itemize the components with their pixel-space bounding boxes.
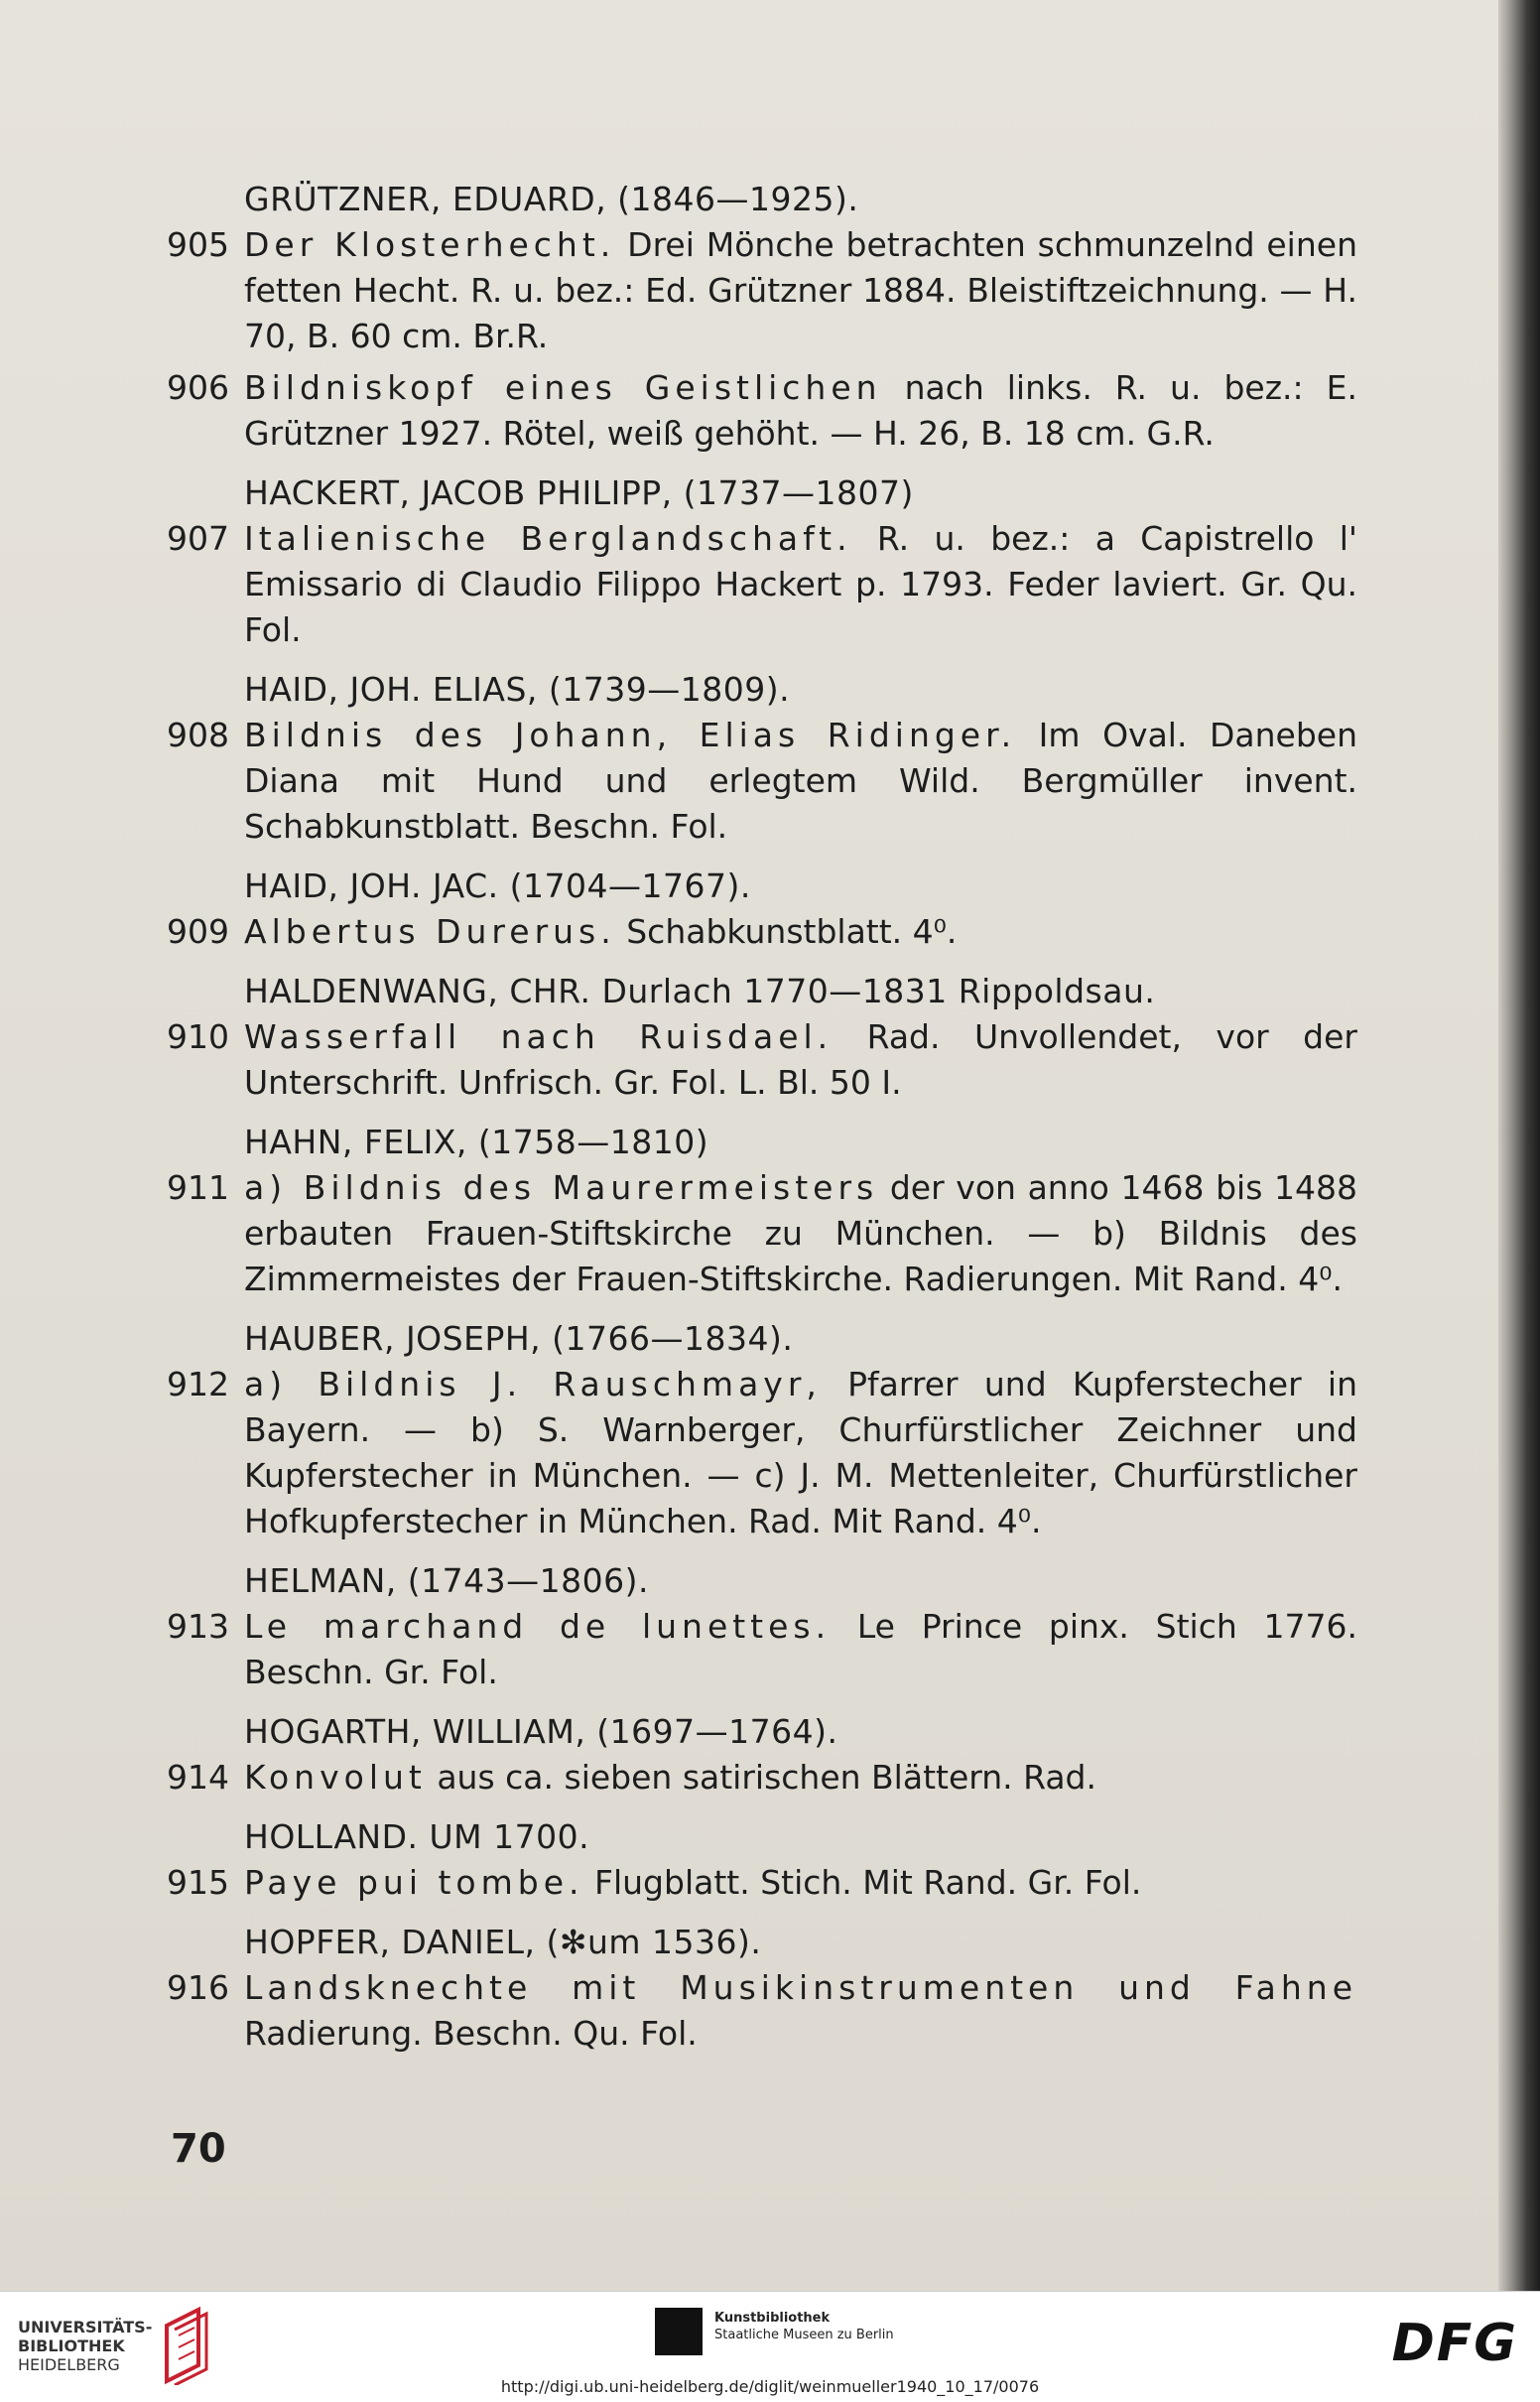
entry-title: Paye pui tombe. bbox=[244, 1863, 584, 1902]
lot-number: 915 bbox=[167, 1863, 229, 1902]
lot-number: 916 bbox=[167, 1968, 229, 2007]
kunstbibliothek-name: Kunstbibliothek bbox=[714, 2311, 831, 2326]
entry-description: Im Oval. Daneben Diana mit Hund und erlegtem Wild. Bergmüller invent. Schabkunstblatt. Beschn. Fol. bbox=[244, 716, 1357, 846]
library-name-line1: UNIVERSITÄTS- bbox=[18, 2318, 153, 2336]
lot-number: 909 bbox=[167, 912, 229, 951]
entry-text bbox=[244, 1755, 1357, 1801]
entry-text bbox=[244, 1604, 1357, 1695]
dfg-logo[interactable]: DFG bbox=[1391, 2314, 1518, 2373]
entry-description: Rad. Unvollendet, vor der Unterschrift. Unfrisch. Gr. Fol. L. Bl. 50 I. bbox=[244, 1017, 1357, 1102]
entry-title: Konvolut bbox=[244, 1758, 427, 1797]
artist-heading: HALDENWANG, CHR. Durlach 1770—1831 Rippoldsau. bbox=[244, 972, 1156, 1010]
source-url[interactable]: http://digi.ub.uni-heidelberg.de/diglit/weinmueller1940_10_17/0076 bbox=[500, 2377, 1040, 2396]
artist-heading: HAID, JOH. ELIAS, (1739—1809). bbox=[244, 670, 791, 709]
lot-number: 908 bbox=[167, 716, 229, 754]
entry-title: Albertus Durerus. bbox=[244, 912, 616, 951]
catalog-page bbox=[167, 177, 1357, 2063]
entry-description: R. u. bez.: a Capistrello l' Emissario di Claudio Filippo Hackert p. 1793. Feder laviert. Gr. Qu. Fol. bbox=[244, 519, 1357, 649]
entry-description: Pfarrer und Kupferstecher in Bayern. — b) S. Warnberger, Churfürstlicher Zeichner und Kupferstecher in München. — c) J. M. Mettenleiter, Churfürstlicher Hofkupferstecher in München. Rad. Mit Rand. 4⁰. bbox=[244, 1365, 1357, 1540]
catalog-entry bbox=[167, 1362, 1357, 1544]
entry-list bbox=[167, 177, 1357, 2057]
entry-text bbox=[244, 365, 1357, 457]
entry-title: Bildniskopf eines Geistlichen bbox=[244, 368, 882, 407]
kunstbibliothek-logo-icon bbox=[655, 2308, 703, 2355]
entry-text bbox=[244, 222, 1357, 359]
catalog-entry bbox=[167, 1755, 1357, 1801]
entry-description: Le Prince pinx. Stich 1776. Beschn. Gr. Fol. bbox=[244, 1607, 1357, 1691]
entry-text bbox=[244, 516, 1357, 653]
scan-edge-shadow bbox=[1498, 0, 1540, 2291]
entry-text bbox=[244, 1014, 1357, 1106]
footer-bar bbox=[0, 2291, 1540, 2402]
library-name-line3: HEIDELBERG bbox=[18, 2355, 120, 2374]
entry-text bbox=[244, 713, 1357, 850]
catalog-entry bbox=[167, 365, 1357, 457]
entry-description: der von anno 1468 bis 1488 erbauten Frauen-Stiftskirche zu München. — b) Bildnis des Zimmermeistes der Frauen-Stiftskirche. Radierungen. Mit Rand. 4⁰. bbox=[244, 1168, 1358, 1298]
library-emblem-icon bbox=[159, 2306, 214, 2385]
entry-title: Bildnis des Johann, Elias Ridinger. bbox=[244, 716, 1017, 754]
entry-text bbox=[244, 1165, 1357, 1302]
artist-heading: GRÜTZNER, EDUARD, (1846—1925). bbox=[244, 180, 859, 218]
catalog-entry bbox=[167, 713, 1357, 850]
artist-heading: HAID, JOH. JAC. (1704—1767). bbox=[244, 867, 751, 905]
entry-text bbox=[244, 909, 1357, 955]
entry-text bbox=[244, 1860, 1357, 1906]
artist-heading: HOGARTH, WILLIAM, (1697—1764). bbox=[244, 1712, 838, 1751]
page-number: 70 bbox=[171, 2126, 226, 2172]
entry-title: Landsknechte mit Musikinstrumenten und Fahne bbox=[244, 1968, 1357, 2007]
entry-description: nach links. R. u. bez.: E. Grützner 1927. Rötel, weiß gehöht. — H. 26, B. 18 cm. G.R. bbox=[244, 368, 1357, 453]
artist-heading: HACKERT, JACOB PHILIPP, (1737—1807) bbox=[244, 473, 914, 512]
catalog-entry bbox=[167, 1965, 1357, 2057]
entry-title: a) Bildnis J. Rauschmayr, bbox=[244, 1365, 822, 1403]
entry-description: aus ca. sieben satirischen Blättern. Rad. bbox=[426, 1758, 1096, 1797]
lot-number: 910 bbox=[167, 1017, 229, 1056]
catalog-entry bbox=[167, 909, 1357, 955]
lot-number: 907 bbox=[167, 519, 229, 558]
lot-number: 911 bbox=[167, 1168, 229, 1207]
museum-name: Staatliche Museen zu Berlin bbox=[714, 2328, 894, 2342]
artist-heading: HAHN, FELIX, (1758—1810) bbox=[244, 1123, 709, 1161]
heidelberg-library-logo[interactable] bbox=[18, 2318, 152, 2374]
entry-title: Le marchand de lunettes. bbox=[244, 1607, 832, 1646]
entry-text bbox=[244, 1362, 1357, 1544]
artist-heading: HOLLAND. UM 1700. bbox=[244, 1817, 590, 1856]
entry-title: Der Klosterhecht. bbox=[244, 225, 616, 264]
entry-text bbox=[244, 1965, 1357, 2057]
entry-description: Radierung. Beschn. Qu. Fol. bbox=[244, 2014, 698, 2053]
artist-heading: HELMAN, (1743—1806). bbox=[244, 1561, 649, 1600]
entry-title: Italienische Berglandschaft. bbox=[244, 519, 852, 558]
catalog-entry bbox=[167, 1604, 1357, 1695]
entry-description: Flugblatt. Stich. Mit Rand. Gr. Fol. bbox=[583, 1863, 1142, 1902]
catalog-entry bbox=[167, 516, 1357, 653]
lot-number: 906 bbox=[167, 368, 229, 407]
kunstbibliothek-label[interactable] bbox=[714, 2310, 894, 2343]
lot-number: 905 bbox=[167, 225, 229, 264]
entry-description: Drei Mönche betrachten schmunzelnd einen fetten Hecht. R. u. bez.: Ed. Grützner 1884. Bleistiftzeichnung. — H. 70, B. 60 cm. Br.R. bbox=[244, 225, 1357, 355]
catalog-entry bbox=[167, 1860, 1357, 1906]
lot-number: 914 bbox=[167, 1758, 229, 1797]
lot-number: 913 bbox=[167, 1607, 229, 1646]
entry-title: Wasserfall nach Ruisdael. bbox=[244, 1017, 834, 1056]
artist-heading: HAUBER, JOSEPH, (1766—1834). bbox=[244, 1319, 794, 1358]
artist-heading: HOPFER, DANIEL, (✻um 1536). bbox=[244, 1923, 762, 1961]
catalog-entry bbox=[167, 222, 1357, 359]
lot-number: 912 bbox=[167, 1365, 229, 1403]
entry-description: Schabkunstblatt. 4⁰. bbox=[615, 912, 958, 951]
library-name-line2: BIBLIOTHEK bbox=[18, 2336, 125, 2355]
entry-title: a) Bildnis des Maurermeisters bbox=[244, 1168, 879, 1207]
catalog-entry bbox=[167, 1014, 1357, 1106]
catalog-entry bbox=[167, 1165, 1357, 1302]
